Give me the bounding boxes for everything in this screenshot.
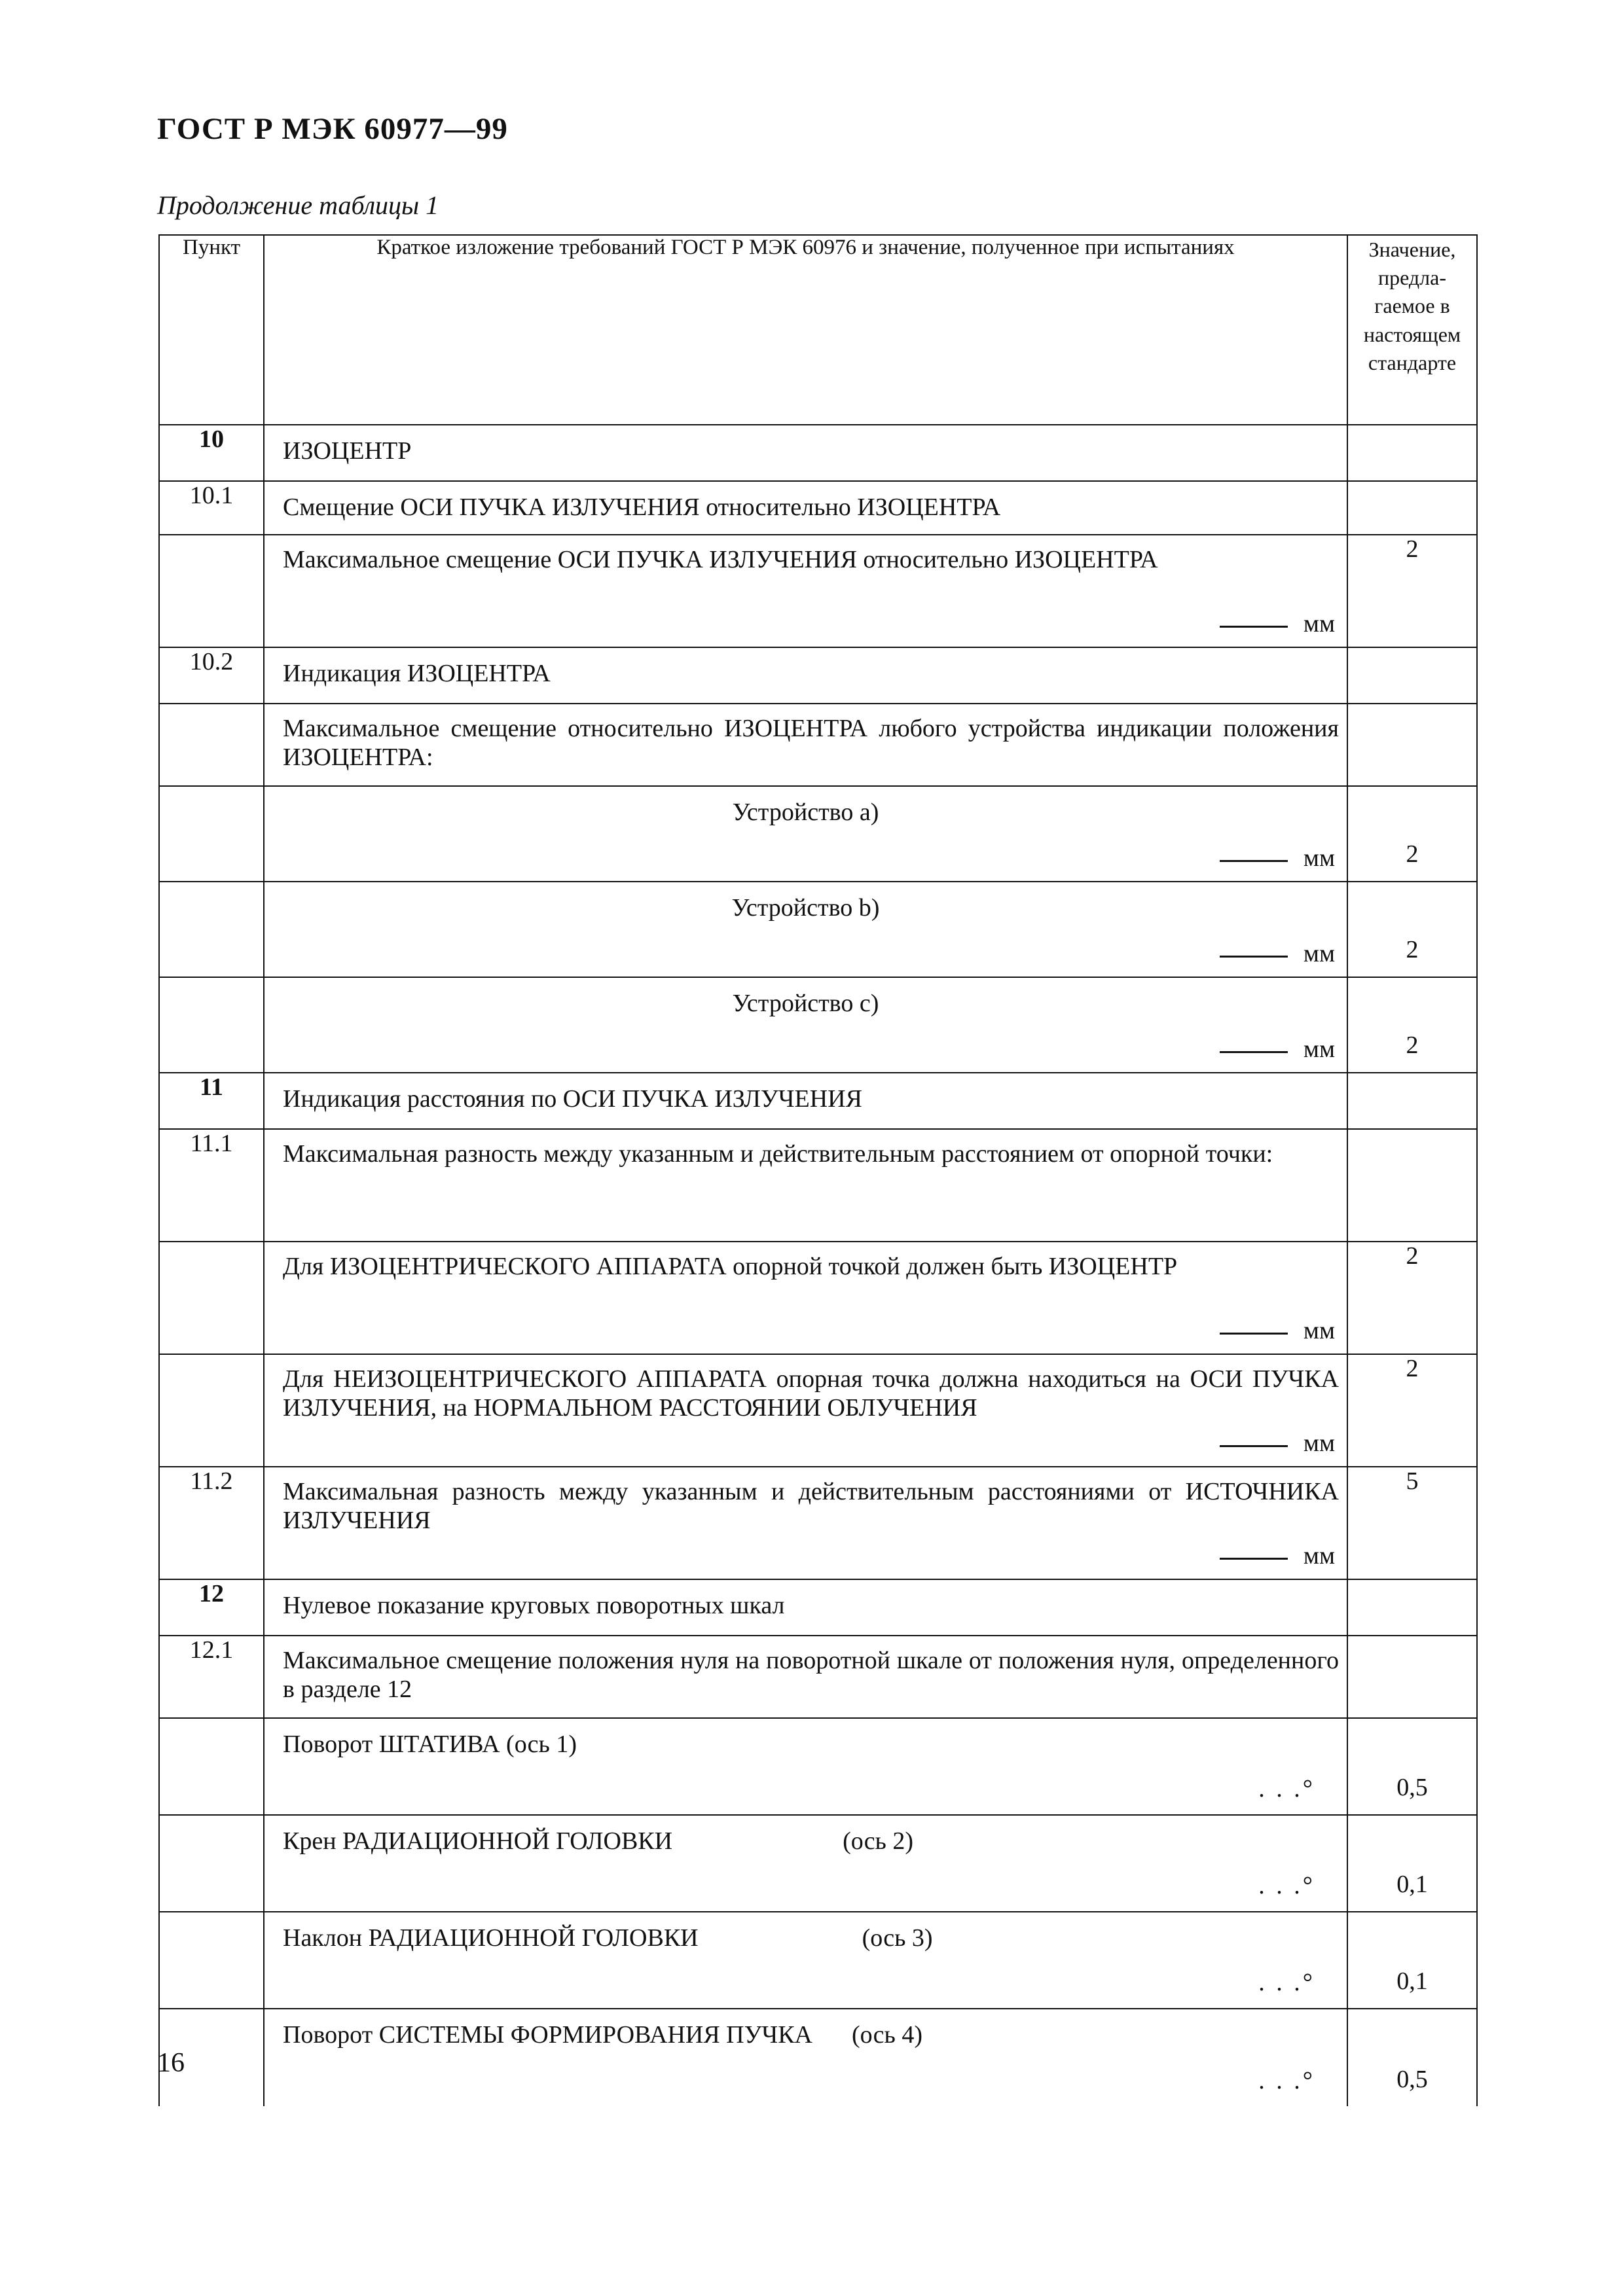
row-requirement bbox=[264, 2009, 1347, 2106]
axis-label: (ось 4) bbox=[852, 2021, 922, 2049]
row-value: 2 bbox=[1347, 786, 1477, 882]
column-header-value-line: настоящем bbox=[1363, 322, 1461, 346]
row-text bbox=[264, 1816, 1347, 1856]
blank-line bbox=[1220, 1333, 1288, 1335]
row-text: Поворот ШТАТИВА (ось 1) bbox=[283, 1731, 577, 1758]
row-value: 2 bbox=[1347, 882, 1477, 977]
row-value: 2 bbox=[1347, 1242, 1477, 1354]
row-value bbox=[1347, 647, 1477, 704]
row-number: 12.1 bbox=[159, 1636, 264, 1718]
unit-label: мм bbox=[1303, 610, 1335, 638]
row-number bbox=[159, 1815, 264, 1912]
measurement-blank bbox=[1220, 844, 1335, 873]
measurement-blank bbox=[1220, 1035, 1335, 1064]
row-requirement bbox=[264, 786, 1347, 882]
table-row bbox=[159, 1129, 1477, 1242]
row-requirement bbox=[264, 704, 1347, 786]
table-row bbox=[159, 1815, 1477, 1912]
blank-line bbox=[1220, 1445, 1288, 1447]
table-row bbox=[159, 786, 1477, 882]
row-text-label: Крен РАДИАЦИОННОЙ ГОЛОВКИ bbox=[283, 1827, 673, 1855]
table-row bbox=[159, 2009, 1477, 2106]
table-row bbox=[159, 704, 1477, 786]
measurement-blank bbox=[1220, 1542, 1335, 1571]
row-requirement bbox=[264, 1354, 1347, 1467]
unit-label: мм bbox=[1303, 1429, 1335, 1458]
table-row bbox=[159, 1073, 1477, 1129]
row-text: Устройство c) bbox=[732, 990, 879, 1017]
row-value bbox=[1347, 425, 1477, 481]
row-text: Для НЕИЗОЦЕНТРИЧЕСКОГО АППАРАТА опорная точка должна находиться на ОСИ ПУЧКА ИЗЛУЧЕНИЯ, на НОРМАЛЬНОМ РАССТОЯНИИ ОБЛУЧЕНИЯ bbox=[283, 1365, 1339, 1422]
row-text: Нулевое показание круговых поворотных шкал bbox=[283, 1592, 785, 1619]
row-value: 2 bbox=[1347, 535, 1477, 647]
row-number bbox=[159, 1718, 264, 1815]
blank-line bbox=[1220, 956, 1288, 958]
row-requirement bbox=[264, 1912, 1347, 2009]
row-text: Максимальное смещение ОСИ ПУЧКА ИЗЛУЧЕНИЯ относительно ИЗОЦЕНТРА bbox=[283, 546, 1158, 573]
table-row bbox=[159, 1579, 1477, 1636]
row-text: Устройство b) bbox=[731, 894, 880, 922]
axis-label: (ось 3) bbox=[862, 1924, 933, 1952]
row-requirement bbox=[264, 977, 1347, 1073]
row-requirement bbox=[264, 481, 1347, 535]
table-row bbox=[159, 1242, 1477, 1354]
row-number bbox=[159, 1912, 264, 2009]
table-caption: Продолжение таблицы 1 bbox=[157, 190, 439, 220]
table-row bbox=[159, 481, 1477, 535]
table-row bbox=[159, 1636, 1477, 1718]
row-requirement bbox=[264, 425, 1347, 481]
row-value: 0,1 bbox=[1347, 1815, 1477, 1912]
row-number: 11.1 bbox=[159, 1129, 264, 1242]
degree-blank: . . .° bbox=[1258, 1775, 1315, 1803]
row-requirement bbox=[264, 882, 1347, 977]
blank-line bbox=[1220, 626, 1288, 628]
row-value: 0,1 bbox=[1347, 1912, 1477, 2009]
requirements-table bbox=[158, 234, 1478, 2106]
row-requirement bbox=[264, 1718, 1347, 1815]
row-number bbox=[159, 704, 264, 786]
row-value: 0,5 bbox=[1347, 1718, 1477, 1815]
unit-label: мм bbox=[1303, 1035, 1335, 1064]
row-value: 0,5 bbox=[1347, 2009, 1477, 2106]
measurement-blank bbox=[1220, 1429, 1335, 1458]
row-value bbox=[1347, 1073, 1477, 1129]
table-row bbox=[159, 1912, 1477, 2009]
table-header-row bbox=[159, 235, 1477, 425]
column-header-value bbox=[1347, 235, 1477, 425]
row-text: Максимальная разность между указанным и действительным расстоянием от опорной точки: bbox=[283, 1140, 1273, 1168]
row-value bbox=[1347, 1579, 1477, 1636]
row-requirement bbox=[264, 1467, 1347, 1579]
row-text: Индикация ИЗОЦЕНТРА bbox=[283, 660, 551, 687]
row-requirement bbox=[264, 647, 1347, 704]
measurement-blank bbox=[1220, 610, 1335, 639]
row-text: Индикация расстояния по ОСИ ПУЧКА ИЗЛУЧЕНИЯ bbox=[283, 1085, 862, 1113]
row-number bbox=[159, 1242, 264, 1354]
row-text-label: Поворот СИСТЕМЫ ФОРМИРОВАНИЯ ПУЧКА bbox=[283, 2021, 813, 2049]
column-header-value-line: стандарте bbox=[1368, 350, 1457, 374]
row-number: 12 bbox=[159, 1579, 264, 1636]
row-text: Устройство a) bbox=[732, 798, 879, 826]
row-value: 5 bbox=[1347, 1467, 1477, 1579]
table-row bbox=[159, 1467, 1477, 1579]
row-requirement bbox=[264, 1242, 1347, 1354]
degree-blank: . . .° bbox=[1258, 1969, 1315, 1997]
table-row bbox=[159, 1718, 1477, 1815]
row-requirement bbox=[264, 535, 1347, 647]
column-header-requirement: Краткое изложение требований ГОСТ Р МЭК 60976 и значение, полученное при испытаниях bbox=[264, 235, 1347, 425]
degree-blank: . . .° bbox=[1258, 2067, 1315, 2095]
row-text: Смещение ОСИ ПУЧКА ИЗЛУЧЕНИЯ относительно ИЗОЦЕНТРА bbox=[283, 493, 1001, 521]
document-title: ГОСТ Р МЭК 60977—99 bbox=[157, 112, 508, 146]
column-header-value-line: гаемое в bbox=[1374, 294, 1450, 318]
row-value bbox=[1347, 1129, 1477, 1242]
row-requirement bbox=[264, 1579, 1347, 1636]
row-number: 11 bbox=[159, 1073, 264, 1129]
row-text: Для ИЗОЦЕНТРИЧЕСКОГО АППАРАТА опорной точкой должен быть ИЗОЦЕНТР bbox=[283, 1253, 1178, 1280]
row-text bbox=[264, 1912, 1347, 1953]
unit-label: мм bbox=[1303, 1542, 1335, 1570]
blank-line bbox=[1220, 860, 1288, 862]
row-value: 2 bbox=[1347, 977, 1477, 1073]
row-requirement bbox=[264, 1073, 1347, 1129]
row-number: 10.2 bbox=[159, 647, 264, 704]
row-number bbox=[159, 1354, 264, 1467]
row-text: Максимальное смещение положения нуля на поворотной шкале от положения нуля, определенного в разделе 12 bbox=[283, 1647, 1339, 1703]
row-text: Максимальная разность между указанным и действительным расстояниями от ИСТОЧНИКА ИЗЛУЧЕНИЯ bbox=[283, 1478, 1339, 1534]
row-value bbox=[1347, 1636, 1477, 1718]
row-value bbox=[1347, 481, 1477, 535]
row-number: 11.2 bbox=[159, 1467, 264, 1579]
axis-label: (ось 2) bbox=[843, 1827, 914, 1855]
row-number bbox=[159, 882, 264, 977]
blank-line bbox=[1220, 1051, 1288, 1053]
row-text-label: Наклон РАДИАЦИОННОЙ ГОЛОВКИ bbox=[283, 1924, 699, 1952]
table-row bbox=[159, 977, 1477, 1073]
row-number bbox=[159, 977, 264, 1073]
table-row bbox=[159, 882, 1477, 977]
row-number bbox=[159, 535, 264, 647]
row-text: ИЗОЦЕНТР bbox=[283, 437, 412, 465]
table-row bbox=[159, 647, 1477, 704]
column-header-num: Пункт bbox=[159, 235, 264, 425]
row-requirement bbox=[264, 1636, 1347, 1718]
row-number: 10.1 bbox=[159, 481, 264, 535]
row-number bbox=[159, 786, 264, 882]
unit-label: мм bbox=[1303, 940, 1335, 968]
row-requirement bbox=[264, 1815, 1347, 1912]
blank-line bbox=[1220, 1558, 1288, 1560]
degree-blank: . . .° bbox=[1258, 1872, 1315, 1900]
row-number: 10 bbox=[159, 425, 264, 481]
row-text: Максимальное смещение относительно ИЗОЦЕНТРА любого устройства индикации положения ИЗОЦЕНТРА: bbox=[283, 715, 1339, 771]
row-value bbox=[1347, 704, 1477, 786]
column-header-value-line: Значение, bbox=[1368, 238, 1456, 261]
table-row bbox=[159, 1354, 1477, 1467]
table-row bbox=[159, 535, 1477, 647]
page-number: 16 bbox=[157, 2048, 185, 2078]
measurement-blank bbox=[1220, 1317, 1335, 1346]
measurement-blank bbox=[1220, 940, 1335, 969]
column-header-value-line: предла- bbox=[1377, 266, 1446, 290]
table-row bbox=[159, 425, 1477, 481]
row-value: 2 bbox=[1347, 1354, 1477, 1467]
unit-label: мм bbox=[1303, 1317, 1335, 1345]
unit-label: мм bbox=[1303, 844, 1335, 872]
row-requirement bbox=[264, 1129, 1347, 1242]
row-text bbox=[264, 2009, 1347, 2050]
